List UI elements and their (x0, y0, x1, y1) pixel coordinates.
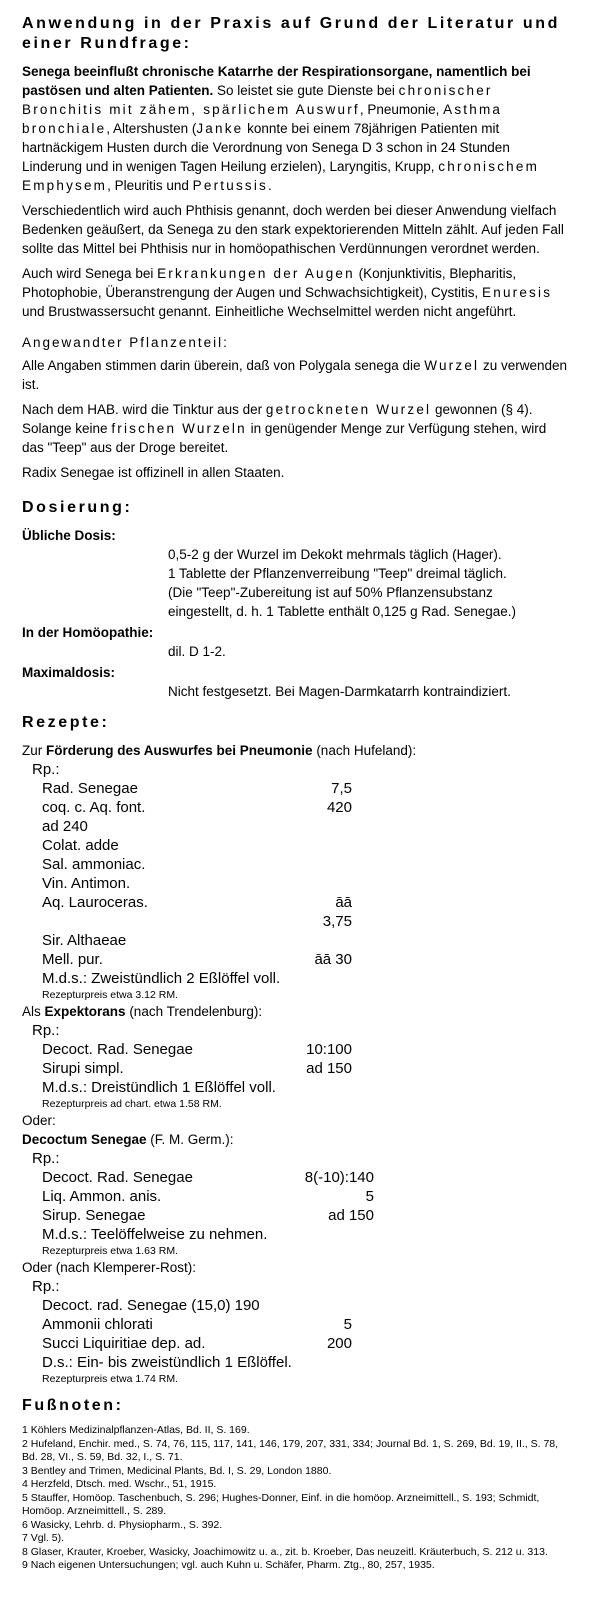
text: (Konjunktivitis, Blepharitis, Photophobie, Überanstrengung der Augen und Schwachsichtigkeit), Cystitis, (22, 266, 517, 300)
ingredient-name: Mell. pur. (42, 951, 103, 968)
footnote-item: 8 Glaser, Krauter, Kroeber, Wasicky, Joachimowitz u. a., zit. b. Kroeber, Das neuzeitl. Kräuterbuch, S. 212 u. 313. (22, 1545, 548, 1558)
ingredient-line (42, 1187, 571, 1206)
text: (nach Trendelenburg): (125, 1004, 263, 1019)
section-heading-anwendung: Anwendung in der Praxis auf Grund der Literatur und einer Rundfrage: (22, 15, 560, 52)
footnote-item: 6 Wasicky, Lehrb. d. Physiopharm., S. 392. (22, 1518, 223, 1531)
ingredient-qty: 10:100 (306, 1041, 352, 1058)
recipe-instructions: D.s.: Ein- bis zweistündlich 1 Eßlöffel. (42, 1354, 292, 1371)
ingredient-line (42, 950, 571, 969)
bold-text: Förderung des Auswurfes bei Pneumonie (46, 743, 313, 758)
ingredient-line (42, 1059, 571, 1078)
recipe-instructions: M.d.s.: Zweistündlich 2 Eßlöffel voll. (42, 970, 281, 987)
ingredient-name: Sirup. Senegae (42, 1207, 146, 1224)
spaced-text: getrockneten Wurzel (265, 402, 432, 417)
ingredient-qty (272, 931, 352, 950)
footnote-item: 4 Herzfeld, Dtsch. med. Wschr., 51, 1915. (22, 1478, 217, 1490)
section-label-pflanzenteil: Angewandter Pflanzenteil: (22, 335, 229, 350)
ingredient-qty: 5 (365, 1188, 374, 1205)
recipe-oder: Oder: (22, 1113, 56, 1128)
ingredient-qty (272, 836, 352, 855)
ingredient-line (42, 931, 571, 950)
ingredient-qty: ad 150 (306, 1060, 352, 1077)
recipe-instructions: M.d.s.: Teelöffelweise zu nehmen. (42, 1226, 268, 1243)
recipe-price: Rezepturpreis etwa 1.74 RM. (42, 1373, 178, 1385)
recipe-intro-decoctum (22, 1130, 571, 1149)
ingredient-line (42, 1334, 571, 1353)
paragraph-anwendung-1 (22, 62, 571, 195)
dosage-label-max: Maximaldosis: (22, 665, 116, 680)
text: , Pleuritis und (107, 178, 193, 193)
text: konnte bei einem 78jährigen Patienten mit hartnäckigem Husten durch die Verordnung von Senega D 3 schon in 24 Stunden Linderung und in wenigen Tagen Heilung erzielen), Laryngitis, Krupp, (22, 121, 510, 174)
spaced-text: chronischer Bronchitis mit zähem, spärlichem Auswurf (22, 83, 493, 117)
bold-text: Decoctum Senegae (22, 1132, 147, 1147)
text: Als (22, 1004, 45, 1019)
spaced-text: frischen Wurzeln (111, 421, 247, 436)
dosage-line: 1 Tablette der Pflanzenverreibung "Teep" dreimal täglich. (168, 566, 507, 581)
paragraph-pflanzenteil-2 (22, 400, 571, 457)
text: (F. M. Germ.): (146, 1132, 234, 1147)
ingredient-name: Sir. Althaeae (42, 932, 127, 949)
paragraph-pflanzenteil-3: Radix Senegae ist offizinell in allen Staaten. (22, 465, 285, 480)
spaced-text: Asthma bronchiale (22, 102, 503, 136)
ingredient-line (42, 817, 571, 836)
text: . (268, 178, 272, 193)
ingredient-qty: 8(-10):140 (304, 1169, 374, 1186)
ingredient-qty: āā 30 (314, 951, 352, 968)
paragraph-anwendung-3 (22, 264, 571, 321)
ingredient-qty: 5 (343, 1316, 352, 1333)
recipe-rp: Rp.: (32, 1278, 60, 1295)
footnote-item: 2 Hufeland, Enchir. med., S. 74, 76, 115, 117, 141, 146, 179, 207, 331, 334; Journal Bd. 1, S. 269, Bd. 19, II., S. 78, Bd. 28, VI., S. 59, Bd. 32, I., S. 71. (22, 1437, 559, 1463)
bold-text: Expektorans (44, 1004, 126, 1019)
text: Auch wird Senega bei (22, 266, 158, 281)
dosage-line: eingestellt, d. h. 1 Tablette enthält 0,125 g Rad. Senegae.) (168, 604, 517, 619)
ingredient-line (42, 912, 571, 931)
spaced-text: Janke (196, 121, 244, 136)
ingredient-line (42, 855, 571, 874)
text: (nach Hufeland): (312, 743, 417, 758)
ingredient-line: Decoct. rad. Senegae (15,0) 190 (42, 1297, 260, 1314)
section-heading-rezepte: Rezepte: (22, 714, 110, 731)
ingredient-name: coq. c. Aq. font. (42, 799, 146, 816)
ingredient-name (42, 912, 272, 931)
footnote-item: 7 Vgl. 5). (22, 1532, 65, 1544)
bold-text: Senega beeinflußt chronische Katarrhe der Respirationsorgane, namentlich bei pastösen und alten Patienten. (22, 64, 531, 98)
dosage-line: (Die "Teep"-Zubereitung ist auf 50% Pflanzensubstanz (168, 585, 493, 600)
footnote-item: 3 Bentley and Trimen, Medicinal Plants, Bd. I, S. 29, London 1880. (22, 1464, 332, 1477)
ingredient-line (42, 836, 571, 855)
ingredient-name: Rad. Senegae (42, 780, 138, 797)
ingredient-line (42, 779, 571, 798)
ingredient-line (42, 1168, 571, 1187)
dosage-value-max: Nicht festgesetzt. Bei Magen-Darmkatarrh kontraindiziert. (168, 684, 511, 699)
recipe-rp: Rp.: (32, 1150, 60, 1167)
recipe-intro-klemperer: Oder (nach Klemperer-Rost): (22, 1260, 197, 1275)
ingredient-name: Ammonii chlorati (42, 1316, 153, 1333)
text: , Pneumonie, (359, 102, 444, 117)
footnote-item: 5 Stauffer, Homöop. Taschenbuch, S. 296; Hughes-Donner, Einf. in die homöop. Arzneimittell., S. 193; Schmidt, Homöop. Arzneimittell., S. 289. (22, 1491, 540, 1517)
section-heading-dosierung: Dosierung: (22, 499, 133, 516)
recipe-intro-pneumonie (22, 741, 571, 760)
ingredient-name: Succi Liquiritiae dep. ad. (42, 1335, 206, 1352)
ingredient-qty (272, 817, 352, 836)
ingredient-qty: 420 (326, 799, 352, 816)
ingredient-name: Decoct. Rad. Senegae (42, 1169, 193, 1186)
recipe-rp: Rp.: (32, 1022, 60, 1039)
dosage-label-homeopathy: In der Homöopathie: (22, 625, 154, 640)
dosage-line: 0,5-2 g der Wurzel im Dekokt mehrmals täglich (Hager). (168, 547, 502, 562)
text: zu verwenden ist. (22, 358, 568, 392)
ingredient-qty: 200 (326, 1335, 352, 1352)
dosage-value-homeopathy: dil. D 1-2. (168, 644, 226, 659)
footnote-list (22, 1424, 571, 1573)
spaced-text: Erkrankungen der Augen (157, 266, 355, 281)
text: und Brustwassersucht genannt. Einheitliche Wechselmittel werden nicht angeführt. (22, 304, 517, 319)
text: Alle Angaben stimmen darin überein, daß von Polygala senega die (22, 358, 425, 373)
dosage-label-usual: Übliche Dosis: (22, 528, 116, 543)
ingredient-name: Sirupi simpl. (42, 1060, 124, 1077)
spaced-text: chronischem Emphysem (22, 159, 540, 193)
text: gewonnen (§ 4). Solange keine (22, 402, 533, 436)
ingredient-name: Decoct. Rad. Senegae (42, 1041, 193, 1058)
recipe-instructions: M.d.s.: Dreistündlich 1 Eßlöffel voll. (42, 1079, 276, 1096)
ingredient-qty (272, 874, 352, 893)
ingredient-line (42, 874, 571, 893)
ingredient-name: Liq. Ammon. anis. (42, 1188, 162, 1205)
ingredient-line (42, 1206, 571, 1225)
ingredient-name: Aq. Lauroceras. (42, 894, 148, 911)
ingredient-qty: 7,5 (331, 780, 352, 797)
ingredient-qty (272, 855, 352, 874)
ingredient-line (42, 893, 571, 912)
ingredient-qty: 3,75 (322, 913, 352, 930)
spaced-text: Wurzel (424, 358, 480, 373)
ingredient-name: Colat. adde (42, 837, 119, 854)
text: So leistet sie gute Dienste bei (213, 83, 399, 98)
ingredient-line (42, 1040, 571, 1059)
ingredient-name: Vin. Antimon. (42, 875, 131, 892)
text: Zur (22, 743, 47, 758)
paragraph-anwendung-2: Verschiedentlich wird auch Phthisis genannt, doch werden bei dieser Anwendung vielfach Bedenken geäußert, da Senega zu den stark expektorierenden Mitteln zählt. Auf jeden Fall sollte das Mittel bei Phthisis nur in homöopathischen Verdünnungen verordnet werden. (22, 203, 564, 256)
recipe-price: Rezepturpreis ad chart. etwa 1.58 RM. (42, 1098, 222, 1110)
dosage-value-usual (168, 545, 571, 621)
recipe-price: Rezepturpreis etwa 1.63 RM. (42, 1245, 178, 1257)
text: , Altershusten ( (106, 121, 197, 136)
ingredient-line (42, 1315, 571, 1334)
spaced-text: Pertussis (192, 178, 268, 193)
paragraph-pflanzenteil-1 (22, 356, 571, 394)
recipe-rp: Rp.: (32, 761, 60, 778)
footnote-item: 1 Köhlers Medizinalpflanzen-Atlas, Bd. II, S. 169. (22, 1424, 250, 1436)
ingredient-qty: ad 150 (328, 1207, 374, 1224)
ingredient-qty: āā (335, 894, 352, 911)
recipe-price: Rezepturpreis etwa 3.12 RM. (42, 989, 178, 1001)
ingredient-name: ad 240 (42, 818, 88, 835)
section-heading-fussnoten: Fußnoten: (22, 1397, 124, 1414)
text: Nach dem HAB. wird die Tinktur aus der (22, 402, 266, 417)
footnote-item: 9 Nach eigenen Untersuchungen; vgl. auch Kuhn u. Schäfer, Pharm. Ztg., 80, 257, 1935. (22, 1559, 435, 1571)
recipe-intro-expektorans (22, 1002, 571, 1021)
spaced-text: Enuresis (482, 285, 553, 300)
text: in genügender Menge zur Verfügung stehen, wird das "Teep" aus der Droge bereitet. (22, 421, 547, 455)
ingredient-name: Sal. ammoniac. (42, 856, 146, 873)
ingredient-line (42, 798, 571, 817)
